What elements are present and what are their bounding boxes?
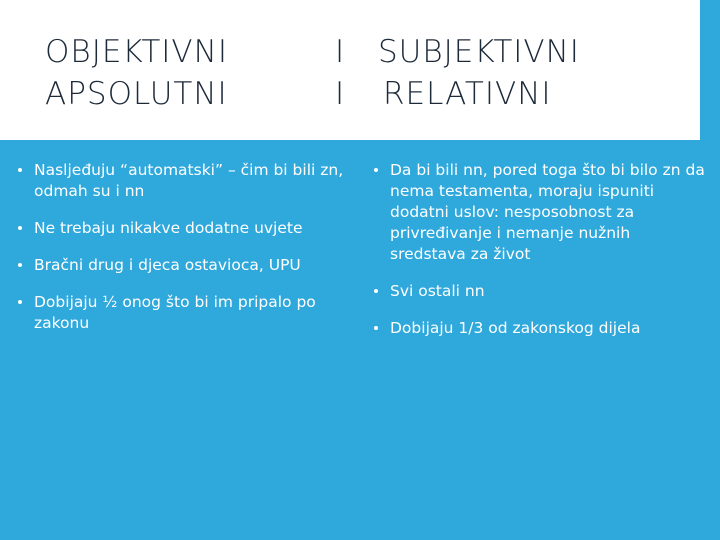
bullet-text: Dobijaju ½ onog što bi im pripalo po zakonu xyxy=(34,293,316,332)
list-item xyxy=(372,318,707,339)
bullet-text: Ne trebaju nikakve dodatne uvjete xyxy=(34,219,303,237)
bullet-icon xyxy=(374,168,378,172)
bullet-icon xyxy=(18,168,22,172)
bullet-text: Nasljeđuju “automatski” – čim bi bili zn, odmah su i nn xyxy=(34,161,344,200)
title-objektivni: OBJEKTIVNI xyxy=(45,34,228,70)
title-apsolutni: APSOLUTNI xyxy=(45,76,228,112)
bullet-icon xyxy=(18,263,22,267)
left-bullet-list xyxy=(16,160,368,347)
bullet-text: Dobijaju 1/3 od zakonskog dijela xyxy=(390,319,641,337)
slide-content-area xyxy=(0,140,720,540)
bullet-text: Svi ostali nn xyxy=(390,282,485,300)
bullet-text: Bračni drug i djeca ostavioca, UPU xyxy=(34,256,301,274)
list-item xyxy=(16,218,368,239)
decorative-edge-strip xyxy=(700,0,720,140)
bullet-icon xyxy=(374,326,378,330)
list-item xyxy=(372,160,707,265)
slide-title-area xyxy=(0,0,720,140)
bullet-icon xyxy=(18,226,22,230)
list-item xyxy=(16,292,344,334)
title-subjektivni: SUBJEKTIVNI xyxy=(378,34,580,70)
list-item xyxy=(16,160,368,202)
right-bullet-list xyxy=(372,160,707,352)
title-separator-2: I xyxy=(335,76,346,112)
bullet-text: Da bi bili nn, pored toga što bi bilo zn da nema testamenta, moraju ispuniti dodatni uslov: nesposobnost za privređivanje i nemanje nužnih sredstava za život xyxy=(390,161,705,263)
title-separator-1: I xyxy=(335,34,346,70)
title-relativni: RELATIVNI xyxy=(383,76,552,112)
list-item xyxy=(372,281,707,302)
bullet-icon xyxy=(18,300,22,304)
bullet-icon xyxy=(374,289,378,293)
list-item xyxy=(16,255,368,276)
